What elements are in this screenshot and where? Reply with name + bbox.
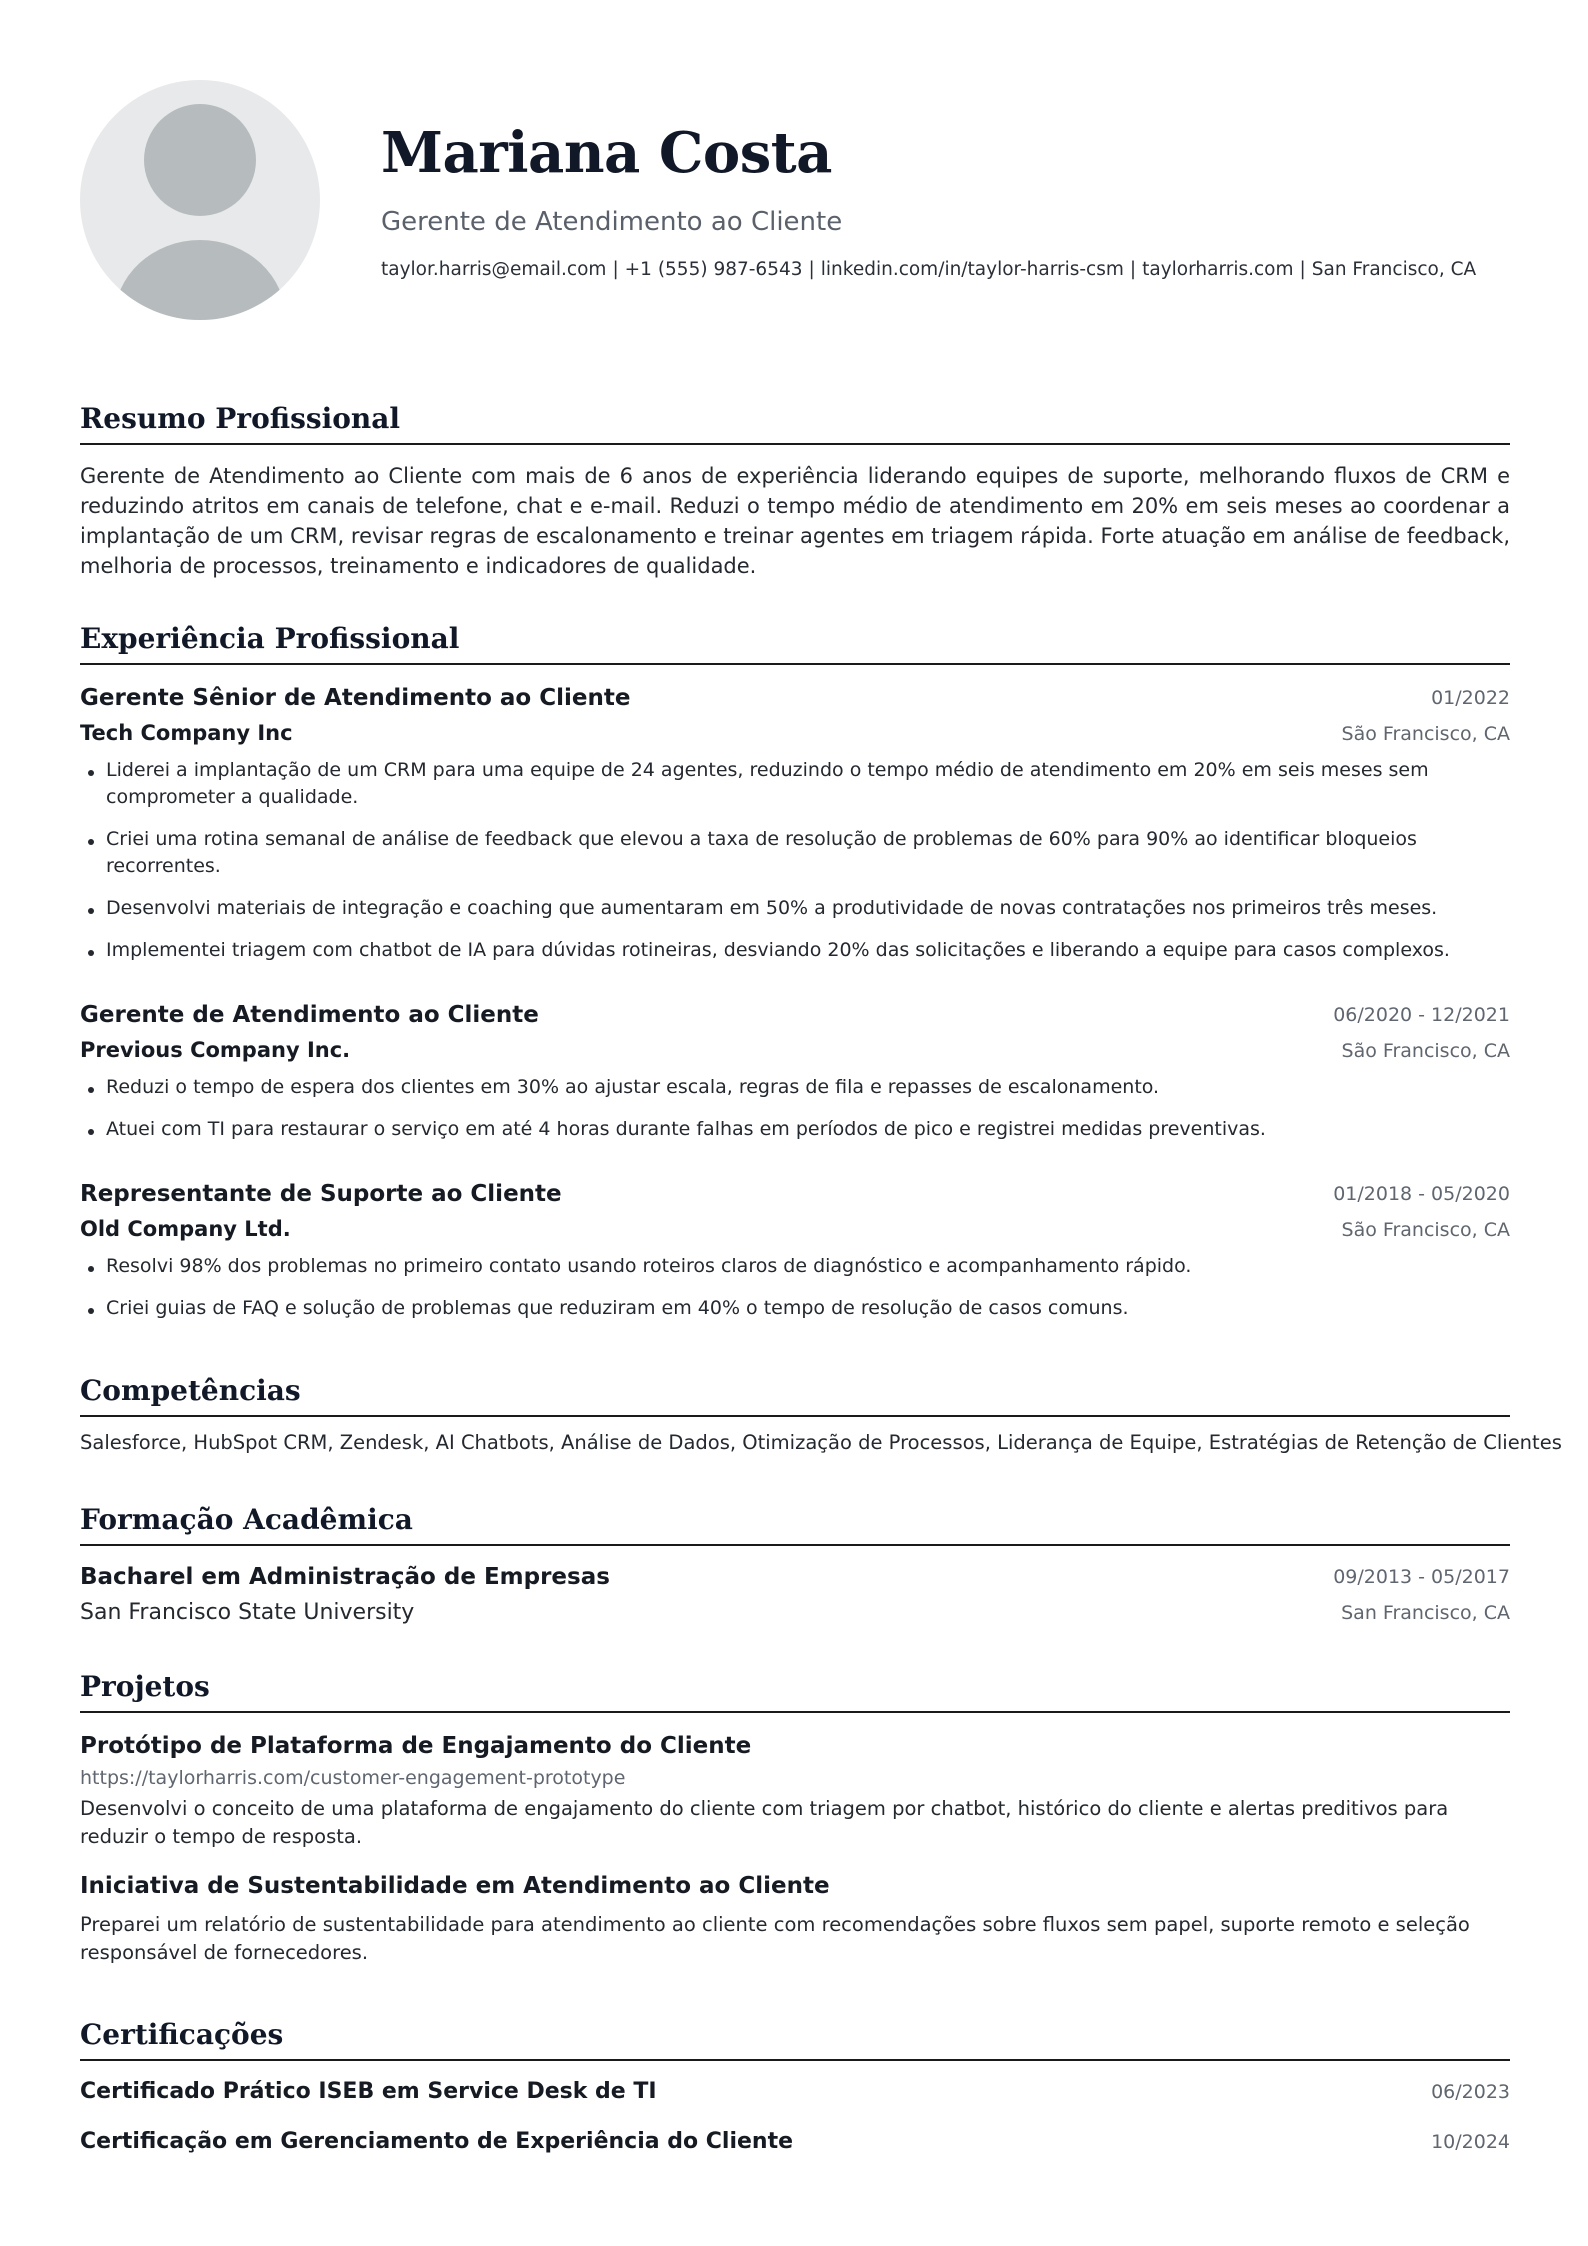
bullet-icon (88, 839, 94, 845)
project-description: Desenvolvi o conceito de uma plataforma de engajamento do cliente com triagem por chatbot, histórico do cliente e alertas preditivos para reduzir o tempo de resposta. (80, 1797, 1449, 1848)
projects-section (80, 1670, 1510, 1967)
bullet-text: Criei uma rotina semanal de análise de feedback que elevou a taxa de resolução de problemas de 60% para 90% ao identificar bloqueios recorrentes. (106, 828, 1417, 877)
job-entry (80, 683, 1510, 964)
list-item (80, 937, 1510, 964)
list-item (80, 1253, 1510, 1280)
certification-name: Certificação em Gerenciamento de Experiência do Cliente (80, 2129, 794, 2154)
candidate-title: Gerente de Atendimento ao Cliente (381, 207, 843, 237)
certification-row (80, 2117, 1510, 2167)
contact-website[interactable]: taylorharris.com (1142, 259, 1294, 280)
bullet-icon (88, 908, 94, 914)
job-location: São Francisco, CA (1341, 1040, 1510, 1062)
experience-section (80, 622, 1510, 1337)
education-dates: 09/2013 - 05/2017 (1333, 1566, 1510, 1588)
education-entry (80, 1562, 1510, 1634)
avatar-shoulders (114, 240, 286, 320)
bullet-text: Implementei triagem com chatbot de IA para dúvidas rotineiras, desviando 20% das solicitações e liberando a equipe para casos complexos. (106, 939, 1450, 961)
avatar-placeholder-icon (80, 80, 320, 320)
list-item (80, 826, 1510, 880)
education-school: San Francisco State University (80, 1600, 415, 1625)
list-item (80, 1074, 1510, 1101)
contact-separator: | (808, 259, 815, 280)
job-company: Old Company Ltd. (80, 1217, 291, 1241)
bullet-text: Criei guias de FAQ e solução de problemas que reduziram em 40% o tempo de resolução de casos comuns. (106, 1297, 1129, 1319)
job-role: Gerente Sênior de Atendimento ao Cliente (80, 685, 631, 711)
projects-heading: Projetos (80, 1670, 1510, 1713)
bullet-icon (88, 1266, 94, 1272)
job-bullets (80, 757, 1510, 964)
bullet-icon (88, 950, 94, 956)
bullet-text: Liderei a implantação de um CRM para uma equipe de 24 agentes, reduzindo o tempo médio de atendimento em 20% em seis meses sem comprometer a qualidade. (106, 759, 1429, 808)
job-dates: 01/2022 (1431, 687, 1510, 709)
certifications-heading: Certificações (80, 2018, 1510, 2061)
bullet-text: Resolvi 98% dos problemas no primeiro contato usando roteiros claros de diagnóstico e acompanhamento rápido. (106, 1255, 1192, 1277)
education-location: San Francisco, CA (1341, 1602, 1510, 1624)
contact-phone[interactable]: +1 (555) 987-6543 (624, 259, 803, 280)
education-degree: Bacharel em Administração de Empresas (80, 1564, 610, 1590)
education-heading: Formação Acadêmica (80, 1503, 1510, 1546)
job-bullets (80, 1253, 1510, 1322)
summary-heading: Resumo Profissional (80, 402, 1510, 445)
bullet-text: Desenvolvi materiais de integração e coaching que aumentaram em 50% a produtividade de novas contratações nos primeiros três meses. (106, 897, 1438, 919)
job-role: Gerente de Atendimento ao Cliente (80, 1002, 539, 1028)
project-entry (80, 1733, 1510, 1851)
contact-separator: | (1299, 259, 1306, 280)
list-item (80, 1116, 1510, 1143)
skills-text: Salesforce, HubSpot CRM, Zendesk, AI Chatbots, Análise de Dados, Otimização de Processos, Liderança de Equipe, Estratégias de Retenção de Clientes (80, 1431, 1562, 1454)
contact-separator: | (1129, 259, 1137, 280)
contact-separator: | (612, 259, 619, 280)
project-url[interactable]: https://taylorharris.com/customer-engagement-prototype (80, 1767, 626, 1789)
list-item (80, 757, 1510, 811)
job-location: São Francisco, CA (1341, 723, 1510, 745)
certifications-section (80, 2018, 1510, 2167)
candidate-name: Mariana Costa (381, 120, 832, 186)
job-location: São Francisco, CA (1341, 1219, 1510, 1241)
skills-section (80, 1374, 1562, 1454)
contact-linkedin[interactable]: linkedin.com/in/taylor-harris-csm (820, 259, 1124, 280)
project-description: Preparei um relatório de sustentabilidade para atendimento ao cliente com recomendações sobre fluxos sem papel, suporte remoto e seleção responsável de fornecedores. (80, 1913, 1470, 1964)
certification-row (80, 2067, 1510, 2117)
job-bullets (80, 1074, 1510, 1143)
job-dates: 06/2020 - 12/2021 (1333, 1004, 1510, 1026)
avatar-head (144, 104, 256, 216)
skills-heading: Competências (80, 1374, 1510, 1417)
bullet-icon (88, 770, 94, 776)
bullet-text: Atuei com TI para restaurar o serviço em até 4 horas durante falhas em períodos de pico e registrei medidas preventivas. (106, 1118, 1266, 1140)
certification-name: Certificado Prático ISEB em Service Desk de TI (80, 2079, 657, 2104)
project-title: Protótipo de Plataforma de Engajamento do Cliente (80, 1733, 752, 1759)
contact-location: San Francisco, CA (1311, 259, 1477, 280)
bullet-icon (88, 1129, 94, 1135)
job-entry (80, 1000, 1510, 1143)
job-company: Tech Company Inc (80, 721, 293, 745)
certification-date: 10/2024 (1431, 2131, 1510, 2153)
project-title: Iniciativa de Sustentabilidade em Atendimento ao Cliente (80, 1873, 830, 1899)
bullet-text: Reduzi o tempo de espera dos clientes em 30% ao ajustar escala, regras de fila e repasses de escalonamento. (106, 1076, 1160, 1098)
summary-section (80, 402, 1510, 581)
job-entry (80, 1179, 1510, 1322)
project-entry (80, 1873, 1510, 1967)
job-role: Representante de Suporte ao Cliente (80, 1181, 562, 1207)
contact-line (381, 259, 1476, 280)
experience-heading: Experiência Profissional (80, 622, 1510, 665)
summary-text: Gerente de Atendimento ao Cliente com mais de 6 anos de experiência liderando equipes de suporte, melhorando fluxos de CRM e reduzindo atritos em canais de telefone, chat e e-mail. Reduzi o tempo médio de atendimento em 20% em seis meses ao coordenar a implantação de um CRM, revisar regras de escalonamento e treinar agentes em triagem rápida. Forte atuação em análise de feedback, melhoria de processos, treinamento e indicadores de qualidade. (80, 464, 1510, 578)
bullet-icon (88, 1087, 94, 1093)
resume-header (80, 80, 1510, 320)
education-section (80, 1503, 1510, 1634)
certification-date: 06/2023 (1431, 2081, 1510, 2103)
bullet-icon (88, 1308, 94, 1314)
list-item (80, 895, 1510, 922)
list-item (80, 1295, 1510, 1322)
contact-email[interactable]: taylor.harris@email.com (381, 259, 607, 280)
job-dates: 01/2018 - 05/2020 (1333, 1183, 1510, 1205)
job-company: Previous Company Inc. (80, 1038, 351, 1062)
